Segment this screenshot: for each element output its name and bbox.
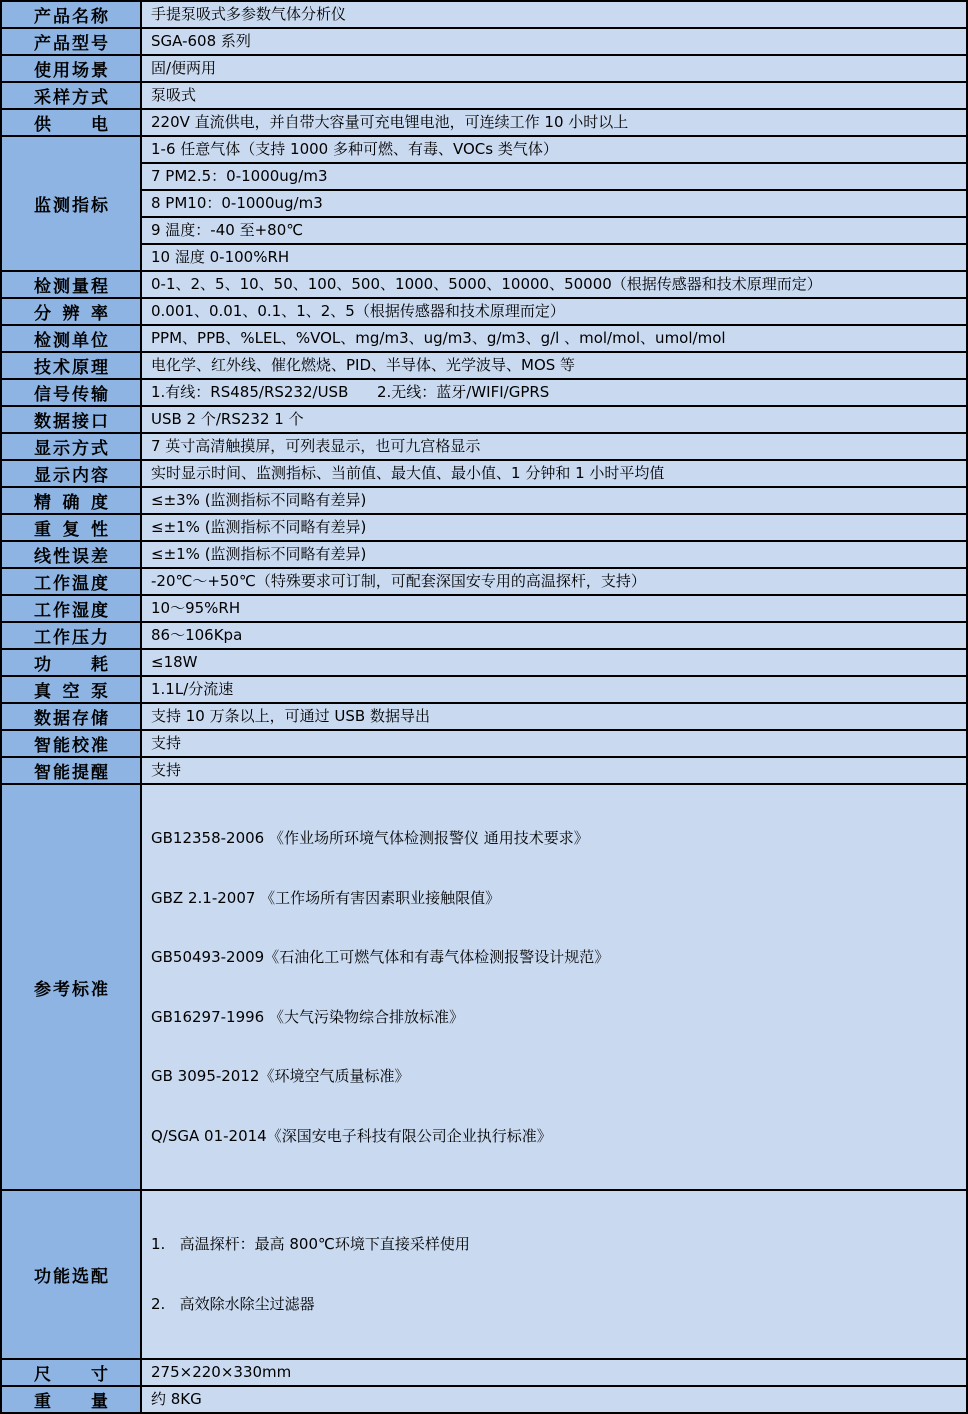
reference-standard-item: GB16297-1996 《大气污染物综合排放标准》: [151, 1007, 464, 1026]
row-optional-functions: [1, 1190, 967, 1359]
row-resolution: [1, 298, 967, 325]
reference-standards-label: 参考标准: [34, 979, 108, 1000]
row-monitoring-indicators-3: [1, 190, 967, 217]
working-temperature-label: 工作温度: [34, 574, 108, 594]
power-consumption-label: 功耗: [34, 655, 108, 675]
usage-scenario-label: 使用场景: [34, 61, 108, 81]
row-smart-reminder: [1, 757, 967, 784]
vacuum-pump-label-cell: [1, 676, 141, 703]
row-accuracy: [1, 487, 967, 514]
row-monitoring-indicators-2: [1, 163, 967, 190]
product-model-label: 产品型号: [34, 34, 108, 54]
working-humidity-label-cell: [1, 595, 141, 622]
data-interface-label-cell: [1, 406, 141, 433]
vacuum-pump-label: 真空泵: [34, 682, 108, 702]
resolution-label-cell: [1, 298, 141, 325]
row-display-content: [1, 460, 967, 487]
row-signal-transmission: [1, 379, 967, 406]
repeatability-label-cell: [1, 514, 141, 541]
working-humidity-value: 10～95%RH: [141, 595, 967, 622]
technical-principle-label: 技术原理: [34, 358, 108, 378]
row-product-model: [1, 28, 967, 55]
power-consumption-label-cell: [1, 649, 141, 676]
accuracy-label-cell: [1, 487, 141, 514]
smart-reminder-label-cell: [1, 757, 141, 784]
row-monitoring-indicators: [1, 136, 967, 163]
reference-standard-item: GB12358-2006 《作业场所环境气体检测报警仪 通用技术要求》: [151, 829, 589, 847]
dimensions-label: 尺寸: [34, 1365, 108, 1385]
display-mode-label-cell: [1, 433, 141, 460]
sampling-method-label-cell: [1, 82, 141, 109]
row-reference-standards: [1, 784, 967, 1190]
smart-calibration-label-cell: [1, 730, 141, 757]
row-working-humidity: [1, 595, 967, 622]
detection-range-value: 0-1、2、5、10、50、100、500、1000、5000、10000、50000（根据传感器和技术原理而定）: [141, 271, 967, 298]
product-name-value: 手提泵吸式多参数气体分析仪: [141, 1, 967, 28]
row-repeatability: [1, 514, 967, 541]
detection-unit-value: PPM、PPB、%LEL、%VOL、mg/m3、ug/m3、g/m3、g/l 、mol/mol、umol/mol: [141, 325, 967, 352]
sampling-method-label: 采样方式: [34, 88, 108, 108]
row-linearity-error: [1, 541, 967, 568]
monitoring-indicator-item: 9 温度：-40 至+80℃: [141, 217, 967, 244]
working-pressure-label: 工作压力: [34, 628, 108, 648]
signal-transmission-value: 1.有线：RS485/RS232/USB 2.无线：蓝牙/WIFI/GPRS: [141, 379, 967, 406]
row-data-interface: [1, 406, 967, 433]
optional-functions-label: 功能选配: [34, 1267, 108, 1287]
smart-reminder-value: 支持: [141, 757, 967, 784]
usage-scenario-value: 固/便两用: [141, 55, 967, 82]
working-pressure-label-cell: [1, 622, 141, 649]
technical-principle-label-cell: [1, 352, 141, 379]
row-smart-calibration: [1, 730, 967, 757]
power-consumption-value: ≤18W: [141, 649, 967, 676]
monitoring-indicator-item: 8 PM10：0-1000ug/m3: [141, 190, 967, 217]
weight-label-cell: [1, 1386, 141, 1413]
dimensions-value: 275×220×330mm: [141, 1359, 967, 1386]
monitoring-indicators-label: 监测指标: [34, 196, 108, 216]
monitoring-indicator-item: 10 湿度 0-100%RH: [141, 244, 967, 271]
power-supply-value: 220V 直流供电，并自带大容量可充电锂电池，可连续工作 10 小时以上: [141, 109, 967, 136]
optional-function-item: 2. 高效除水除尘过滤器: [151, 1295, 315, 1313]
optional-functions-label-cell: [1, 1190, 141, 1359]
monitoring-indicators-label-cell: [1, 136, 141, 271]
linearity-error-label-cell: [1, 541, 141, 568]
weight-value: 约 8KG: [141, 1386, 967, 1413]
reference-standards-value: [141, 784, 967, 1190]
detection-range-label-cell: [1, 271, 141, 298]
linearity-error-label: 线性误差: [34, 547, 108, 567]
working-temperature-value: -20℃～+50℃（特殊要求可订制，可配套深国安专用的高温探杆，支持）: [141, 568, 967, 595]
display-content-label-cell: [1, 460, 141, 487]
signal-transmission-label: 信号传输: [34, 385, 108, 405]
row-power-supply: [1, 109, 967, 136]
display-content-value: 实时显示时间、监测指标、当前值、最大值、最小值、1 分钟和 1 小时平均值: [141, 460, 967, 487]
row-monitoring-indicators-4: [1, 217, 967, 244]
display-mode-value: 7 英寸高清触摸屏，可列表显示，也可九宫格显示: [141, 433, 967, 460]
product-name-label-cell: [1, 1, 141, 28]
repeatability-label: 重复性: [34, 520, 108, 540]
resolution-label: 分辨率: [34, 304, 108, 324]
row-power-consumption: [1, 649, 967, 676]
reference-standard-item: GBZ 2.1-2007 《工作场所有害因素职业接触限值》: [151, 888, 501, 907]
detection-range-label: 检测量程: [34, 277, 108, 297]
dimensions-label-cell: [1, 1359, 141, 1386]
accuracy-label: 精确度: [34, 493, 108, 513]
working-temperature-label-cell: [1, 568, 141, 595]
reference-standard-item: Q/SGA 01-2014《深国安电子科技有限公司企业执行标准》: [151, 1126, 552, 1145]
data-interface-value: USB 2 个/RS232 1 个: [141, 406, 967, 433]
row-weight: [1, 1386, 967, 1413]
row-detection-range: [1, 271, 967, 298]
optional-function-item: 1. 高温探杆：最高 800℃环境下直接采样使用: [151, 1235, 470, 1253]
row-working-pressure: [1, 622, 967, 649]
row-usage-scenario: [1, 55, 967, 82]
display-content-label: 显示内容: [34, 466, 108, 486]
product-model-label-cell: [1, 28, 141, 55]
working-humidity-label: 工作湿度: [34, 601, 108, 621]
data-interface-label: 数据接口: [34, 412, 108, 432]
usage-scenario-label-cell: [1, 55, 141, 82]
row-product-name: [1, 1, 967, 28]
display-mode-label: 显示方式: [34, 439, 108, 459]
data-storage-value: 支持 10 万条以上，可通过 USB 数据导出: [141, 703, 967, 730]
smart-reminder-label: 智能提醒: [34, 763, 108, 783]
detection-unit-label: 检测单位: [34, 331, 108, 351]
working-pressure-value: 86～106Kpa: [141, 622, 967, 649]
resolution-value: 0.001、0.01、0.1、1、2、5（根据传感器和技术原理而定）: [141, 298, 967, 325]
power-supply-label-cell: [1, 109, 141, 136]
reference-standards-label-cell: [1, 784, 141, 1190]
reference-standard-item: GB50493-2009《石油化工可燃气体和有毒气体检测报警设计规范》: [151, 948, 610, 966]
row-technical-principle: [1, 352, 967, 379]
row-vacuum-pump: [1, 676, 967, 703]
data-storage-label: 数据存储: [34, 709, 108, 729]
row-dimensions: [1, 1359, 967, 1386]
detection-unit-label-cell: [1, 325, 141, 352]
monitoring-indicator-item: 7 PM2.5：0-1000ug/m3: [141, 163, 967, 190]
row-display-mode: [1, 433, 967, 460]
data-storage-label-cell: [1, 703, 141, 730]
row-detection-unit: [1, 325, 967, 352]
row-monitoring-indicators-5: [1, 244, 967, 271]
linearity-error-value: ≤±1% (监测指标不同略有差异): [141, 541, 967, 568]
accuracy-value: ≤±3% (监测指标不同略有差异): [141, 487, 967, 514]
smart-calibration-value: 支持: [141, 730, 967, 757]
row-sampling-method: [1, 82, 967, 109]
row-working-temperature: [1, 568, 967, 595]
sampling-method-value: 泵吸式: [141, 82, 967, 109]
smart-calibration-label: 智能校准: [34, 736, 108, 756]
repeatability-value: ≤±1% (监测指标不同略有差异): [141, 514, 967, 541]
product-name-label: 产品名称: [34, 7, 108, 27]
weight-label: 重量: [34, 1392, 108, 1412]
monitoring-indicator-item: 1-6 任意气体（支持 1000 多种可燃、有毒、VOCs 类气体）: [141, 136, 967, 163]
reference-standard-item: GB 3095-2012《环境空气质量标准》: [151, 1067, 410, 1085]
vacuum-pump-value: 1.1L/分流速: [141, 676, 967, 703]
row-data-storage: [1, 703, 967, 730]
power-supply-label: 供电: [34, 115, 108, 135]
signal-transmission-label-cell: [1, 379, 141, 406]
optional-functions-value: [141, 1190, 967, 1359]
technical-principle-value: 电化学、红外线、催化燃烧、PID、半导体、光学波导、MOS 等: [141, 352, 967, 379]
product-model-value: SGA-608 系列: [141, 28, 967, 55]
